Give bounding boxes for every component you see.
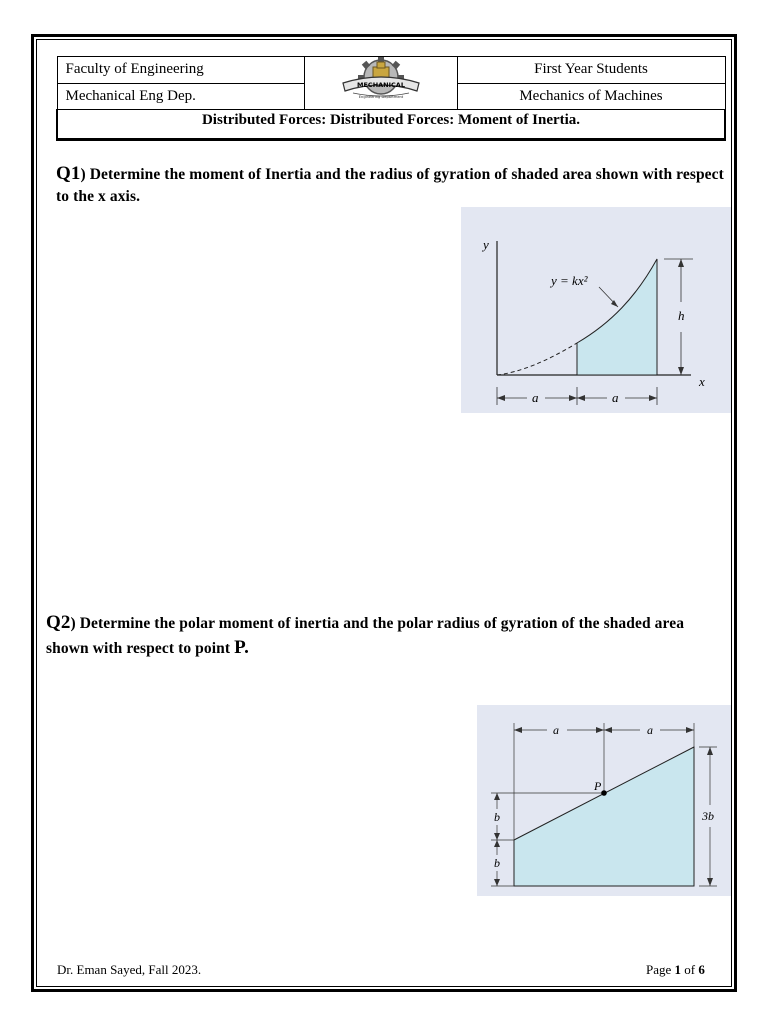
- question-2: [46, 611, 730, 661]
- sheet-title: Distributed Forces: Distributed Forces: Moment of Inertia.: [57, 110, 725, 140]
- students-cell: First Year Students: [457, 57, 725, 84]
- footer-page-mid: of: [681, 962, 699, 977]
- footer-page-total: 6: [698, 962, 705, 977]
- label-b-lower: b: [494, 856, 500, 870]
- question-2-text: Determine the polar moment of inertia and the polar radius of gyration of the shaded area shown with respect to point: [46, 615, 685, 657]
- point-p: [601, 790, 607, 796]
- footer-page-number: 1: [674, 962, 682, 977]
- header-table: [56, 56, 726, 141]
- svg-text:MECHANICAL: MECHANICAL: [356, 81, 405, 89]
- shaded-area-q1: [577, 259, 657, 375]
- department-logo: [304, 57, 457, 110]
- footer-page-prefix: Page: [646, 962, 675, 977]
- question-1-label: Q1: [56, 163, 81, 184]
- label-equation: y = kx²: [551, 273, 588, 288]
- course-cell: Mechanics of Machines: [457, 83, 725, 110]
- label-a-top-left: a: [553, 723, 559, 737]
- question-2-paren: ): [70, 615, 76, 632]
- question-1-text: Determine the moment of Inertia and the radius of gyration of shaded area shown with respect to the x axis.: [56, 166, 724, 205]
- question-2-period: .: [244, 637, 249, 658]
- footer-page: [646, 962, 705, 978]
- question-2-point: P: [234, 637, 245, 658]
- label-b-upper: b: [494, 810, 500, 824]
- label-a-right: a: [612, 390, 619, 405]
- gear-logo-icon: [333, 57, 429, 101]
- faculty-cell: Faculty of Engineering: [57, 57, 304, 84]
- label-a-left: a: [532, 390, 539, 405]
- question-1: [56, 163, 726, 208]
- footer-author: Dr. Eman Sayed, Fall 2023.: [57, 962, 202, 977]
- department-cell: Mechanical Eng Dep.: [57, 83, 304, 110]
- label-h: h: [678, 308, 685, 323]
- label-a-top-right: a: [647, 723, 653, 737]
- figure-q2: [477, 705, 731, 896]
- label-3b: 3b: [702, 809, 714, 823]
- svg-text:Engineering Department: Engineering Department: [358, 95, 403, 99]
- label-x-axis: x: [699, 374, 705, 389]
- question-1-paren: ): [80, 166, 86, 183]
- question-2-label: Q2: [46, 612, 71, 633]
- label-y-axis: y: [483, 237, 489, 252]
- figure-q1: [461, 207, 731, 413]
- label-p: P: [594, 779, 602, 793]
